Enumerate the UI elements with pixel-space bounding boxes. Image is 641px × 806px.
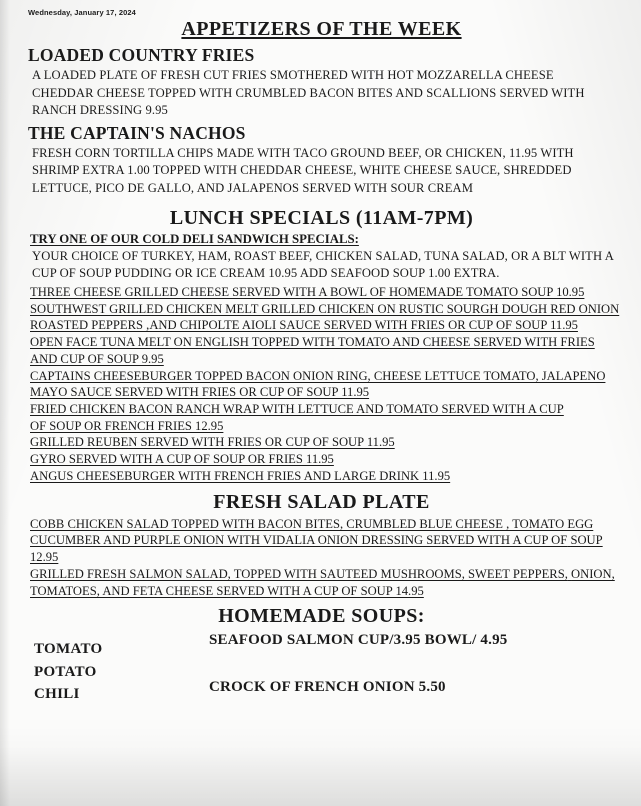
date-stamp: Wednesday, January 17, 2024 bbox=[28, 8, 136, 17]
soup-price-line: CROCK OF FRENCH ONION 5.50 bbox=[209, 679, 446, 696]
salad-item-line: CUCUMBER AND PURPLE ONION WITH VIDALIA ONION DRESSING SERVED WITH A CUP OF bbox=[30, 533, 568, 548]
salad-item-line: COBB CHICKEN SALAD TOPPED WITH BACON BITES, CRUMBLED BLUE CHEESE , TOMATO EGG bbox=[30, 516, 594, 531]
salad-item-line: SOUP 12.95 bbox=[30, 533, 603, 565]
deli-description-line: YOUR CHOICE OF TURKEY, HAM, ROAST BEEF, CHICKEN SALAD, TUNA SALAD, OR A BLT WITH A bbox=[32, 248, 614, 263]
lunch-item-line: ROASTED PEPPERS ,AND CHIPOLTE AIOLI SAUCE SERVED WITH FRIES OR CUP OF SOUP 11.95 bbox=[30, 318, 578, 333]
lunch-item-line: ANGUS CHEESEBURGER WITH FRENCH FRIES AND LARGE DRINK 11.95 bbox=[30, 468, 451, 483]
lunch-item-line: SOUTHWEST GRILLED CHICKEN MELT GRILLED CHICKEN ON RUSTIC SOURGH DOUGH RED ONION bbox=[30, 301, 620, 316]
section-title-fresh-salad-plate: FRESH SALAD PLATE bbox=[213, 490, 430, 513]
lunch-item bbox=[30, 451, 629, 468]
item-description-line: RANCH DRESSING 9.95 bbox=[32, 103, 168, 118]
deli-description-line: CUP OF SOUP PUDDING OR ICE CREAM 10.95 ADD SEAFOOD SOUP 1.00 EXTRA. bbox=[32, 266, 500, 281]
soup-name: CHILI bbox=[34, 686, 80, 703]
section-title-homemade-soups: HOMEMADE SOUPS: bbox=[218, 605, 425, 628]
section-title-appetizers: APPETIZERS OF THE WEEK bbox=[181, 18, 462, 40]
lunch-item-line: GYRO SERVED WITH A CUP OF SOUP OR FRIES 11.95 bbox=[30, 452, 334, 467]
menu-item-captains-nachos bbox=[14, 123, 629, 197]
soup-list-right bbox=[209, 630, 629, 698]
lunch-item bbox=[30, 368, 629, 401]
deli-specials-lead: TRY ONE OF OUR COLD DELI SANDWICH SPECIALS: bbox=[30, 231, 359, 246]
salad-item bbox=[30, 566, 629, 599]
lunch-item-line: AND CUP OF SOUP 9.95 bbox=[30, 351, 164, 366]
salad-item-line: GRILLED FRESH SALMON SALAD, TOPPED WITH SAUTEED MUSHROOMS, SWEET PEPPERS, bbox=[30, 566, 568, 581]
spacer bbox=[209, 651, 629, 677]
menu-item-loaded-country-fries bbox=[14, 45, 629, 119]
lunch-item-line: OF SOUP OR FRENCH FRIES 12.95 bbox=[30, 418, 224, 433]
soups-section bbox=[14, 630, 629, 720]
lunch-item bbox=[30, 401, 629, 434]
lunch-item bbox=[30, 301, 629, 334]
lunch-item-line: OPEN FACE TUNA MELT ON ENGLISH TOPPED WITH TOMATO AND CHEESE SERVED WITH FRIES bbox=[30, 335, 595, 350]
item-description-line: LETTUCE, PICO DE GALLO, AND JALAPENOS SERVED WITH SOUR CREAM bbox=[32, 181, 473, 196]
item-description-line: SHRIMP EXTRA 1.00 TOPPED WITH CHEDDAR CHEESE, WHITE CHEESE SAUCE, SHREDDED bbox=[32, 163, 572, 178]
soup-name: TOMATO bbox=[34, 641, 103, 658]
lunch-item bbox=[30, 468, 629, 485]
soup-price-line: SEAFOOD SALMON CUP/3.95 BOWL/ 4.95 bbox=[209, 632, 508, 649]
deli-specials-description bbox=[30, 248, 629, 282]
salad-item-line: ONION, TOMATOES, AND FETA CHEESE SERVED WITH A CUP OF SOUP 14.95 bbox=[30, 566, 615, 598]
item-description-line: CHEDDAR CHEESE TOPPED WITH CRUMBLED BACON BITES AND SCALLIONS SERVED WITH bbox=[32, 85, 585, 100]
salad-item bbox=[30, 516, 629, 566]
page-shadow-bottom bbox=[0, 746, 641, 806]
lunch-item-line: THREE CHEESE GRILLED CHEESE SERVED WITH A BOWL OF HOMEMADE TOMATO SOUP 10.95 bbox=[30, 284, 585, 299]
soup-list-left bbox=[34, 638, 102, 706]
lunch-item bbox=[30, 334, 629, 367]
lunch-item bbox=[30, 434, 629, 451]
lunch-item-line: MAYO SAUCE SERVED WITH FRIES OR CUP OF SOUP 11.95 bbox=[30, 385, 370, 400]
lunch-item-line: FRIED CHICKEN BACON RANCH WRAP WITH LETTUCE AND TOMATO SERVED WITH A CUP bbox=[30, 402, 564, 417]
soup-name: POTATO bbox=[34, 663, 97, 680]
lunch-item-line: CAPTAINS CHEESEBURGER TOPPED BACON ONION RING, CHEESE LETTUCE TOMATO, JALAPENO bbox=[30, 368, 606, 383]
item-description-line: A LOADED PLATE OF FRESH CUT FRIES SMOTHERED WITH HOT MOZZARELLA CHEESE bbox=[32, 68, 554, 82]
page-shadow-left bbox=[0, 0, 10, 806]
section-title-lunch-specials: LUNCH SPECIALS (11AM-7PM) bbox=[169, 206, 474, 229]
lunch-item-line: GRILLED REUBEN SERVED WITH FRIES OR CUP OF SOUP 11.95 bbox=[30, 435, 395, 450]
item-description-line: FRESH CORN TORTILLA CHIPS MADE WITH TACO GROUND BEEF, OR CHICKEN, 11.95 WITH bbox=[32, 145, 574, 160]
item-name: LOADED COUNTRY FRIES bbox=[28, 45, 255, 65]
item-name: THE CAPTAIN'S NACHOS bbox=[28, 122, 246, 143]
lunch-item bbox=[30, 284, 629, 301]
